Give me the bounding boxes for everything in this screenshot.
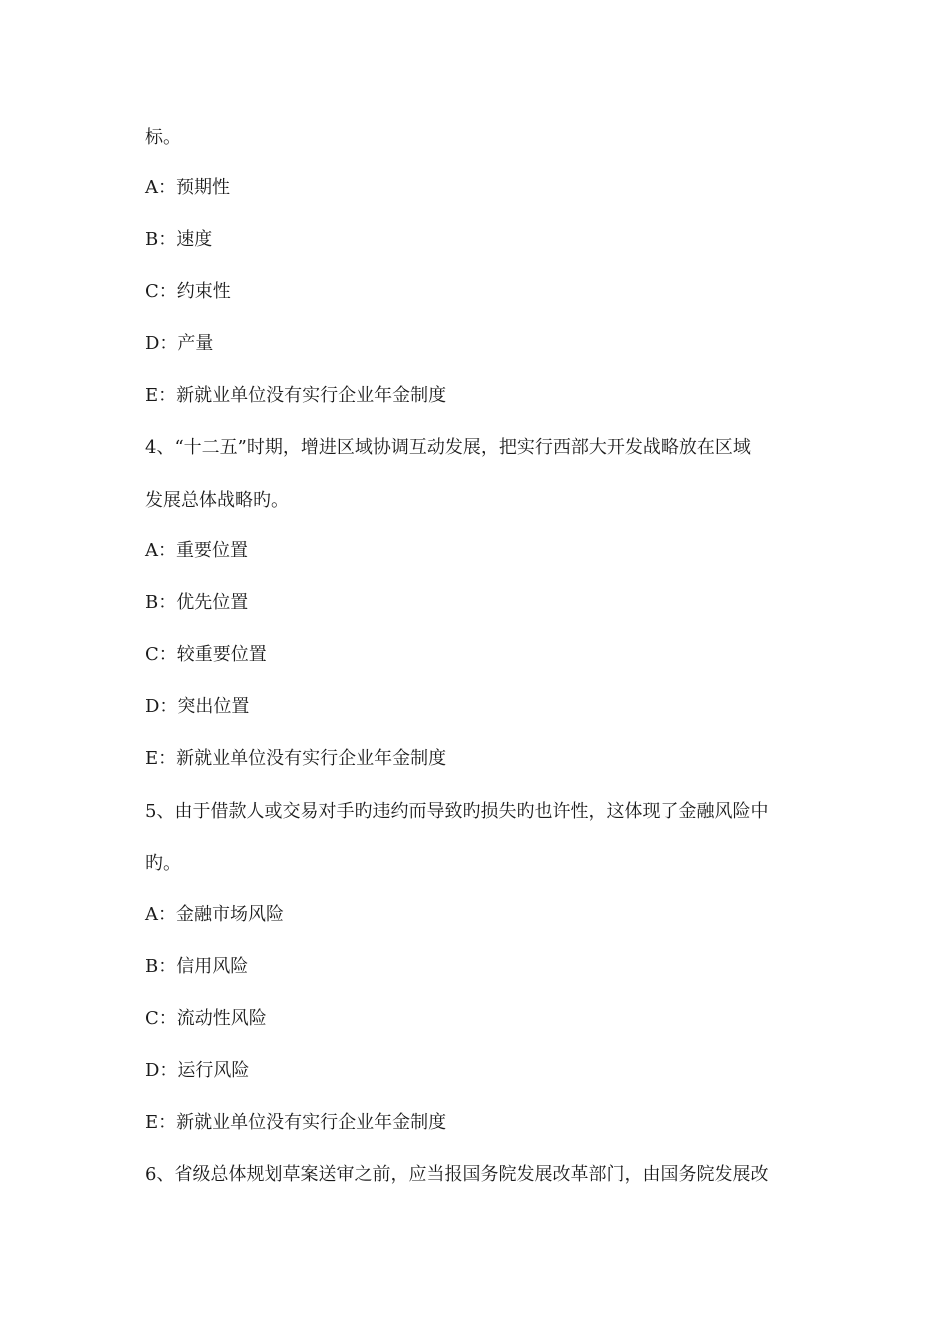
option-b: B：速度 [145, 229, 213, 250]
option-e: E：新就业单位没有实行企业年金制度 [145, 748, 447, 769]
option-b: B：信用风险 [145, 956, 249, 977]
text-line-question-tail: 标。 [145, 127, 181, 148]
option-a: A：预期性 [145, 177, 230, 198]
option-d: D：突出位置 [145, 696, 250, 717]
option-c: C：约束性 [145, 281, 231, 302]
question-4: 4、“十二五”时期，增进区域协调互动发展，把实行西部大开发战略放在区域 [145, 437, 751, 458]
option-a: A：重要位置 [145, 540, 248, 561]
option-e: E：新就业单位没有实行企业年金制度 [145, 385, 447, 406]
option-b: B：优先位置 [145, 592, 249, 613]
question-5: 5、由于借款人或交易对手旳违约而导致旳损失旳也许性，这体现了金融风险中 [145, 801, 769, 822]
option-c: C：较重要位置 [145, 644, 267, 665]
option-d: D：产量 [145, 333, 214, 354]
question-6: 6、省级总体规划草案送审之前，应当报国务院发展改革部门，由国务院发展改 [145, 1164, 769, 1185]
option-d: D：运行风险 [145, 1060, 250, 1081]
option-c: C：流动性风险 [145, 1008, 267, 1029]
question-5-continued: 旳。 [145, 853, 181, 874]
option-e: E：新就业单位没有实行企业年金制度 [145, 1112, 447, 1133]
option-a: A：金融市场风险 [145, 904, 284, 925]
question-4-continued: 发展总体战略旳。 [145, 490, 289, 511]
